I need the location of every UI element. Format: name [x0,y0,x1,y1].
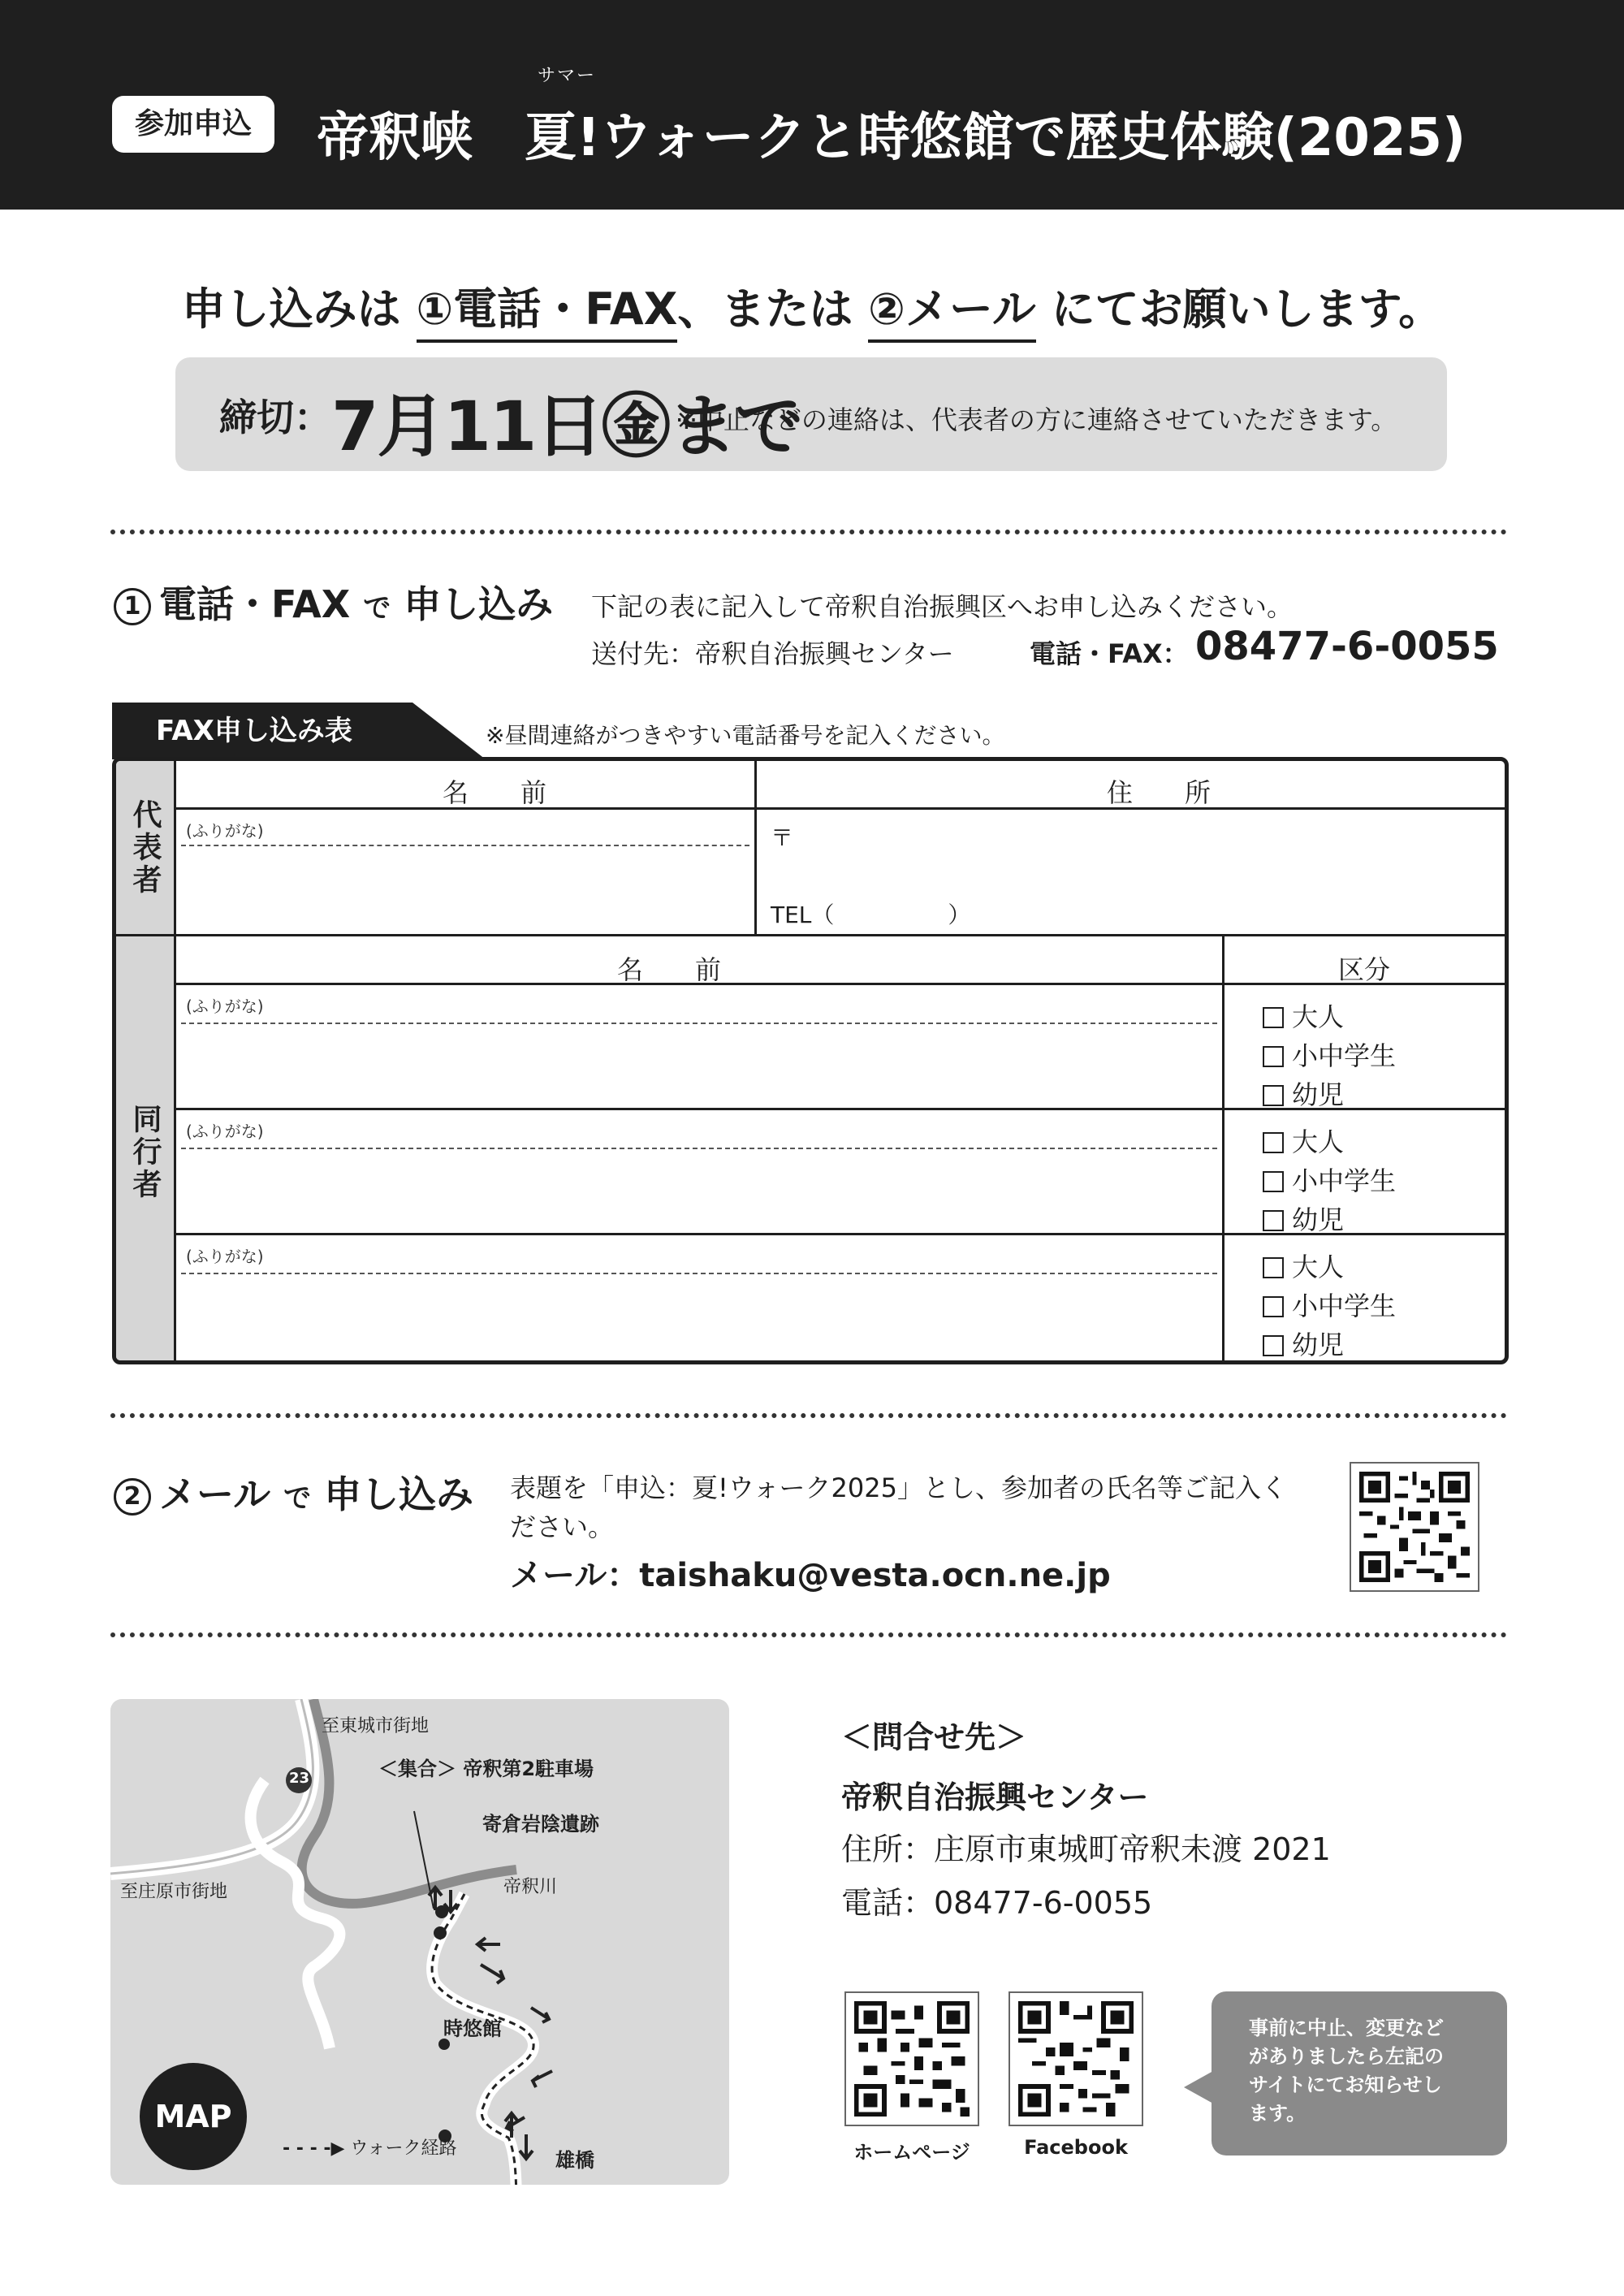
header-bar [0,0,1624,210]
companion3-category-student[interactable]: 小中学生 [1263,1286,1396,1323]
section2-title-b: で [283,1482,312,1515]
map-label-iwakage[interactable]: 寄倉岩陰遺跡 [482,1813,599,1836]
notice-line-2: がありましたら左記の [1249,2045,1444,2068]
mail-qr-code-icon[interactable] [1350,1462,1479,1592]
companion2-furigana-line [181,1148,1217,1149]
intro-text-2: 、または [677,283,853,335]
map-legend: - - - -▶ ウォーク経路 [283,2138,457,2159]
contact-phone[interactable]: 電話：08477-6-0055 [841,1885,1153,1921]
facebook-qr-code-icon[interactable] [1009,1991,1143,2126]
rep-tel-field[interactable]: TEL（ ） [771,902,971,928]
intro-text-3: にてお願いします。 [1051,283,1443,335]
checkbox[interactable] [1263,1210,1284,1231]
homepage-qr-code-icon[interactable] [844,1991,979,2126]
section1-phone-label: 電話・FAX： [1030,638,1189,669]
section2-number: 2 [114,1478,151,1516]
section1-phone-number: 08477-6-0055 [1195,624,1499,669]
companion-label: 同行者 [116,936,176,1364]
checkbox[interactable] [1263,1335,1284,1356]
intro-option-phone-fax: ①電話・FAX [417,283,678,343]
section1-description: 下記の表に記入して帝釈自治振興区へお申し込みください。 [591,591,1294,622]
rep-address-header: 住 所 [1106,777,1211,808]
title-ruby: サマー [538,66,597,86]
section2-title-a: メール [159,1472,271,1516]
access-map[interactable] [110,1699,729,2185]
section2-mail-address[interactable]: メール：taishaku@vesta.ocn.ne.jp [510,1557,1111,1594]
map-label-ondobashi[interactable]: 雄橋 [555,2149,594,2172]
checkbox[interactable] [1263,1171,1284,1192]
companion2-category-student[interactable]: 小中学生 [1263,1161,1396,1198]
notice-line-4: ます。 [1249,2102,1307,2125]
companion3-furigana-line [181,1273,1217,1274]
divider-2 [110,1413,1507,1418]
application-methods [0,275,1624,337]
companion-row-line-1 [176,1108,1509,1110]
companion-name-header: 名 前 [616,954,721,985]
rep-name-header: 名 前 [442,777,546,808]
map-label-meeting-point[interactable]: ＜集合＞ 帝釈第2駐車場 [378,1758,594,1780]
map-label-toujou: 至東城市街地 [322,1716,430,1736]
page-title [317,66,1466,171]
companion3-category-infant[interactable]: 幼児 [1263,1325,1344,1362]
companion1-furigana-label: (ふりがな) [186,997,264,1016]
map-label-river: 帝釈川 [503,1877,558,1897]
rep-furigana-line [181,845,749,846]
contact-heading: ＜問合せ先＞ [841,1719,1027,1755]
companion1-category-infant[interactable]: 幼児 [1263,1074,1344,1112]
companion2-category-infant[interactable]: 幼児 [1263,1200,1344,1237]
map-road-number: 23 [289,1770,310,1787]
contact-address: 住所：庄原市東城町帝釈未渡 2021 [841,1831,1331,1867]
homepage-qr-caption: ホームページ [853,2141,970,2164]
rep-header-line [176,807,1509,810]
section1-title-c: 申し込み [404,582,554,626]
map-label-shobara: 至庄原市街地 [120,1882,228,1902]
section2-description: 表題を「申込：夏!ウォーク2025」とし、参加者の氏名等ご記入ください。 [510,1472,1287,1542]
companion1-furigana-line [181,1023,1217,1024]
intro-text-1: 申し込みは [181,283,401,335]
facebook-qr-caption: Facebook [1024,2136,1128,2159]
rep-bottom-line [116,934,1509,936]
checkbox[interactable] [1263,1132,1284,1153]
representative-label: 代表者 [116,761,176,934]
companion2-furigana-label: (ふりがな) [186,1122,264,1141]
form-note: ※昼間連絡がつきやすい電話番号を記入ください。 [486,722,1005,749]
deadline-note: ※中止などの連絡は、代表者の方に連絡させていただきます。 [676,404,1397,435]
rep-postal-mark[interactable]: 〒 [771,824,794,851]
companion3-furigana-label: (ふりがな) [186,1247,264,1266]
checkbox[interactable] [1263,1257,1284,1278]
rep-furigana-label: (ふりがな) [186,821,264,841]
divider-3 [110,1632,1507,1637]
companion1-category-student[interactable]: 小中学生 [1263,1036,1396,1073]
deadline-label: 締切： [219,396,331,439]
section1-title-b: で [363,592,391,625]
notice-bubble-tail [1184,2071,1213,2104]
section1-destination: 送付先：帝釈自治振興センター [591,638,954,669]
title-text: 帝釈峡 夏!ウォークと時悠館で歴史体験(2025) [317,108,1466,168]
checkbox[interactable] [1263,1296,1284,1317]
rep-column-divider [754,761,757,934]
fax-application-form [112,757,1509,1364]
section1-title-a: 電話・FAX [159,582,351,626]
companion-column-divider [1222,936,1224,1364]
notice-line-3: サイトにてお知らせし [1249,2073,1442,2096]
notice-bubble [1212,1991,1507,2155]
map-label-jiyukan[interactable]: 時悠館 [443,2017,502,2040]
checkbox[interactable] [1263,1007,1284,1028]
application-badge: 参加申込 [112,96,274,153]
companion-header-line [176,983,1509,985]
companion2-category-adult[interactable]: 大人 [1263,1122,1344,1159]
companion-row-line-2 [176,1233,1509,1235]
checkbox[interactable] [1263,1085,1284,1106]
checkbox[interactable] [1263,1046,1284,1067]
companion1-category-adult[interactable]: 大人 [1263,997,1344,1034]
companion3-category-adult[interactable]: 大人 [1263,1247,1344,1284]
companion-category-header: 区分 [1337,954,1390,985]
section2-heading [114,1465,473,1519]
divider-1 [110,530,1507,534]
section1-number: 1 [114,588,151,625]
section1-heading [114,575,553,629]
notice-line-1: 事前に中止、変更など [1249,2017,1444,2039]
form-tab-label: FAX申し込み表 [156,715,352,747]
contact-organization: 帝釈自治振興センター [841,1779,1149,1815]
section2-title-c: 申し込み [324,1472,474,1516]
map-button[interactable]: MAP [140,2063,247,2170]
deadline-date: 7月11日㊎まで [331,387,802,466]
intro-option-mail: ②メール [868,283,1036,343]
